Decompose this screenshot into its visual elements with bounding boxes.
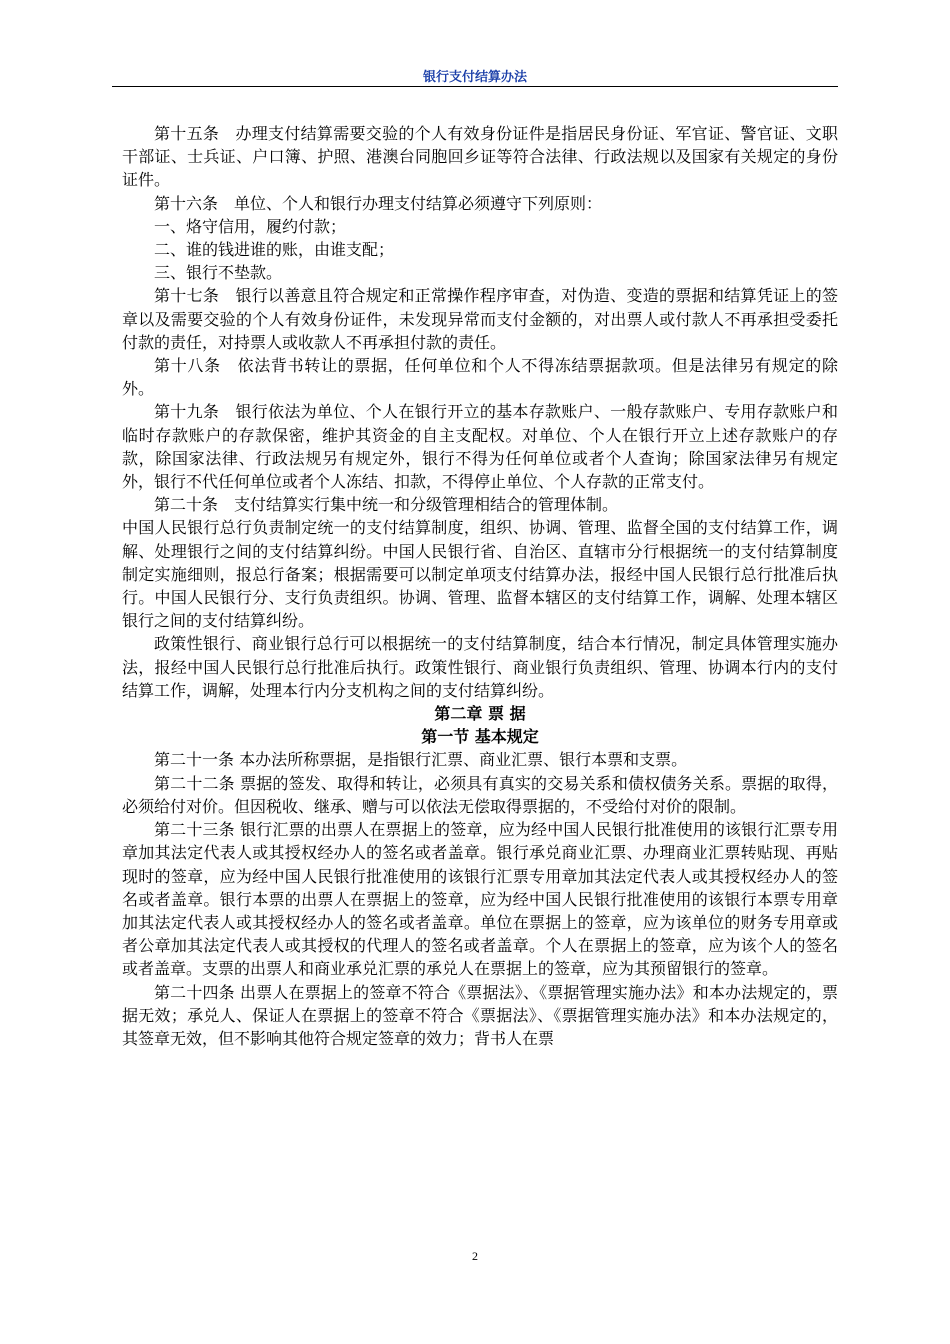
page-number: 2: [472, 1249, 478, 1263]
article-23-paragraph: 第二十三条 银行汇票的出票人在票据上的签章，应为经中国人民银行批准使用的该银行汇票专用章加其法定代表人或其授权经办人的签名或者盖章。银行承兑商业汇票、办理商业汇票转贴现、再贴现时的签章，应为经中国人民银行批准使用的该银行汇票专用章加其法定代表人或其授权经办人的签名或者盖章。银行本票的出票人在票据上的签章，应为经中国人民银行批准使用的该银行本票专用章加其法定代表人或其授权经办人的签名或者盖章。单位在票据上的签章，应为该单位的财务专用章或者公章加其法定代表人或其授权的代理人的签名或者盖章。个人在票据上的签章，应为该个人的签名或者盖章。支票的出票人和商业承兑汇票的承兑人在票据上的签章，应为其预留银行的签章。: [122, 820, 838, 979]
pboc-responsibility-paragraph: 中国人民银行总行负责制定统一的支付结算制度，组织、协调、管理、监督全国的支付结算工作，调解、处理银行之间的支付结算纠纷。中国人民银行省、自治区、直辖市分行根据统一的支付结算制度制定实施细则，报总行备案；根据需要可以制定单项支付结算办法，报经中国人民银行总行批准后执行。中国人民银行分、支行负责组织。协调、管理、监督本辖区的支付结算工作，调解、处理本辖区银行之间的支付结算纠纷。: [122, 518, 838, 631]
section-heading: 第一节 基本规定: [421, 727, 539, 747]
chapter-heading: 第二章 票 据: [434, 704, 526, 724]
article-21-paragraph: 第二十一条 本办法所称票据，是指银行汇票、商业汇票、银行本票和支票。: [154, 750, 688, 770]
article-22-paragraph: 第二十二条 票据的签发、取得和转让，必须具有真实的交易关系和债权债务关系。票据的取得，必须给付对价。但因税收、继承、赠与可以依法无偿取得票据的，不受给付对价的限制。: [122, 773, 838, 816]
article-18-paragraph: 第十八条 依法背书转让的票据，任何单位和个人不得冻结票据款项。但是法律另有规定的除外。: [122, 356, 838, 399]
article-15-paragraph: 第十五条 办理支付结算需要交验的个人有效身份证件是指居民身份证、军官证、警官证、文职干部证、士兵证、户口簿、护照、港澳台同胞回乡证等符合法律、行政法规以及国家有关规定的身份证件。: [122, 124, 838, 190]
document-header-title: 银行支付结算办法: [422, 70, 527, 85]
article-20-paragraph: 第二十条 支付结算实行集中统一和分级管理相结合的管理体制。: [154, 495, 619, 515]
document-body: [122, 122, 838, 1050]
article-24-paragraph: 第二十四条 出票人在票据上的签章不符合《票据法》、《票据管理实施办法》和本办法规定的，票据无效；承兑人、保证人在票据上的签章不符合《票据法》、《票据管理实施办法》和本办法规定的，其签章无效，但不影响其他符合规定签章的效力；背书人在票: [122, 982, 838, 1048]
article-17-paragraph: 第十七条 银行以善意且符合规定和正常操作程序审查，对伪造、变造的票据和结算凭证上的签章以及需要交验的个人有效身份证件，未发现异常而支付金额的，对出票人或付款人不再承担受委托付款的责任，对持票人或收款人不再承担付款的责任。: [122, 286, 838, 352]
header-divider: [112, 86, 838, 87]
principle-3-item: 三、银行不垫款。: [154, 263, 283, 283]
principle-1-item: 一、烙守信用，履约付款；: [154, 216, 347, 236]
article-19-paragraph: 第十九条 银行依法为单位、个人在银行开立的基本存款账户、一般存款账户、专用存款账户和临时存款账户的存款保密，维护其资金的自主支配权。对单位、个人在银行开立上述存款账户的存款，除国家法律、行政法规另有规定外，银行不得为任何单位或者个人查询；除国家法律另有规定外，银行不代任何单位或者个人冻结、扣款，不得停止单位、个人存款的正常支付。: [122, 402, 838, 492]
principle-2-item: 二、谁的钱进谁的账，由谁支配；: [154, 240, 395, 260]
article-16-paragraph: 第十六条 单位、个人和银行办理支付结算必须遵守下列原则：: [154, 193, 603, 213]
policy-banks-paragraph: 政策性银行、商业银行总行可以根据统一的支付结算制度，结合本行情况，制定具体管理实施办法，报经中国人民银行总行批准后执行。政策性银行、商业银行负责组织、管理、协调本行内的支付结算工作，调解，处理本行内分支机构之间的支付结算纠纷。: [122, 634, 838, 700]
